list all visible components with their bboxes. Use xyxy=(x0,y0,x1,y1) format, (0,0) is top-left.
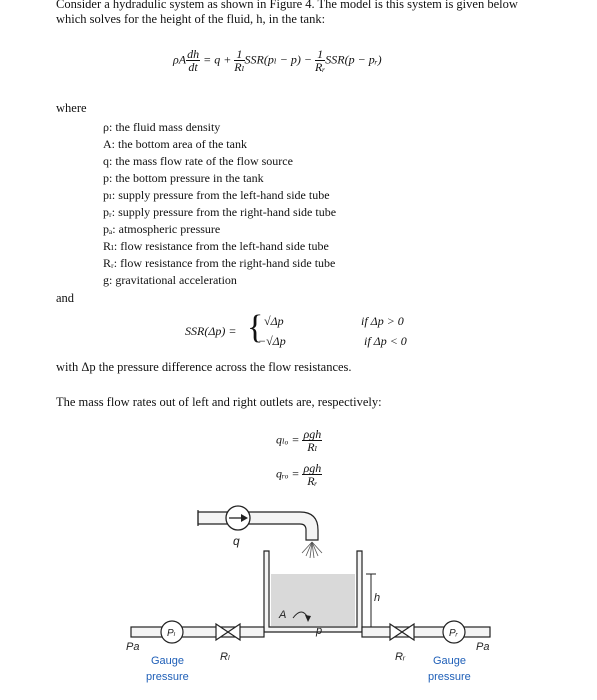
rl-label: Rₗ xyxy=(220,651,230,663)
ssr-case-2: −√Δp xyxy=(258,334,286,348)
qlo-den: Rₗ xyxy=(307,440,318,454)
pl-label: Pₗ xyxy=(167,628,176,639)
ssr-lhs: SSR(Δp) = xyxy=(185,324,237,338)
definition-item: A: the bottom area of the tank xyxy=(103,137,247,151)
ssr-case-1: √Δp xyxy=(264,314,284,328)
eq-frac-1-den: Rₗ xyxy=(234,60,245,74)
right-outlet-pipe xyxy=(362,627,490,637)
pa-right-label: Pa xyxy=(476,641,490,653)
eq-mid-1: = q + xyxy=(203,52,232,67)
definition-item: pₐ: atmospheric pressure xyxy=(103,222,221,236)
qlo-num: ρgh xyxy=(303,427,322,441)
definition-item: g: gravitational acceleration xyxy=(103,273,237,287)
spray-icon xyxy=(302,542,322,558)
ssr-brace: { xyxy=(247,309,264,346)
pressure-label: p xyxy=(316,625,323,637)
mass-flow-text: The mass flow rates out of left and right outlets are, respectively: xyxy=(56,395,382,409)
eq-mid-2: SSR(pₗ − p) − xyxy=(244,52,312,67)
ssr-cond-2: if Δp < 0 xyxy=(364,334,407,348)
gauge-right-label-1: Gauge xyxy=(433,655,467,667)
pr-label: Pᵣ xyxy=(449,628,458,639)
qlo-lhs: qₗₒ = xyxy=(276,432,300,447)
height-label: h xyxy=(374,592,381,604)
gauge-left-label-1: Gauge xyxy=(151,655,185,667)
eq-lhs-prefix: ρA xyxy=(173,52,187,67)
eq-dhdt-num: dh xyxy=(187,47,200,61)
intro-line-1: Consider a hydradulic system as shown in Figure 4. The model is this system is given below xyxy=(56,0,518,11)
qro-lhs: qᵣₒ = xyxy=(276,466,300,481)
definition-item: Rₗ: flow resistance from the left-hand side tube xyxy=(103,239,329,253)
ssr-cond-1: if Δp > 0 xyxy=(361,314,404,328)
eq-frac-2-den: Rᵣ xyxy=(314,60,326,74)
definition-item: p: the bottom pressure in the tank xyxy=(103,171,264,185)
where-label: where xyxy=(56,101,87,115)
pa-left-label: Pa xyxy=(126,641,140,653)
and-label: and xyxy=(56,291,75,305)
qro-num: ρgh xyxy=(303,461,322,475)
gauge-left-label-2: pressure xyxy=(146,671,189,683)
definition-item: Rᵣ: flow resistance from the right-hand side tube xyxy=(103,256,336,270)
left-outlet-pipe xyxy=(131,627,264,637)
area-label: A xyxy=(279,609,287,621)
rr-label: Rᵣ xyxy=(395,651,406,663)
definition-item: pₗ: supply pressure from the left-hand side tube xyxy=(103,188,330,202)
definition-item: ρ: the fluid mass density xyxy=(103,120,221,134)
qro-den: Rᵣ xyxy=(307,474,318,488)
definition-item: pᵣ: supply pressure from the right-hand side tube xyxy=(103,205,337,219)
eq-frac-1-num: 1 xyxy=(234,48,244,61)
flow-source-icon xyxy=(226,506,250,530)
source-label: q xyxy=(233,534,240,548)
eq-dhdt-den: dt xyxy=(188,60,198,74)
definition-item: q: the mass flow rate of the flow source xyxy=(103,154,293,168)
eq-frac-2-num: 1 xyxy=(315,48,325,61)
inlet-pipe xyxy=(198,510,318,540)
intro-line-2: which solves for the height of the fluid, h, in the tank: xyxy=(56,12,326,26)
gauge-right-label-2: pressure xyxy=(428,671,471,683)
with-text: with Δp the pressure difference across the flow resistances. xyxy=(56,360,352,374)
eq-mid-3: SSR(p − pᵣ) xyxy=(325,52,382,67)
